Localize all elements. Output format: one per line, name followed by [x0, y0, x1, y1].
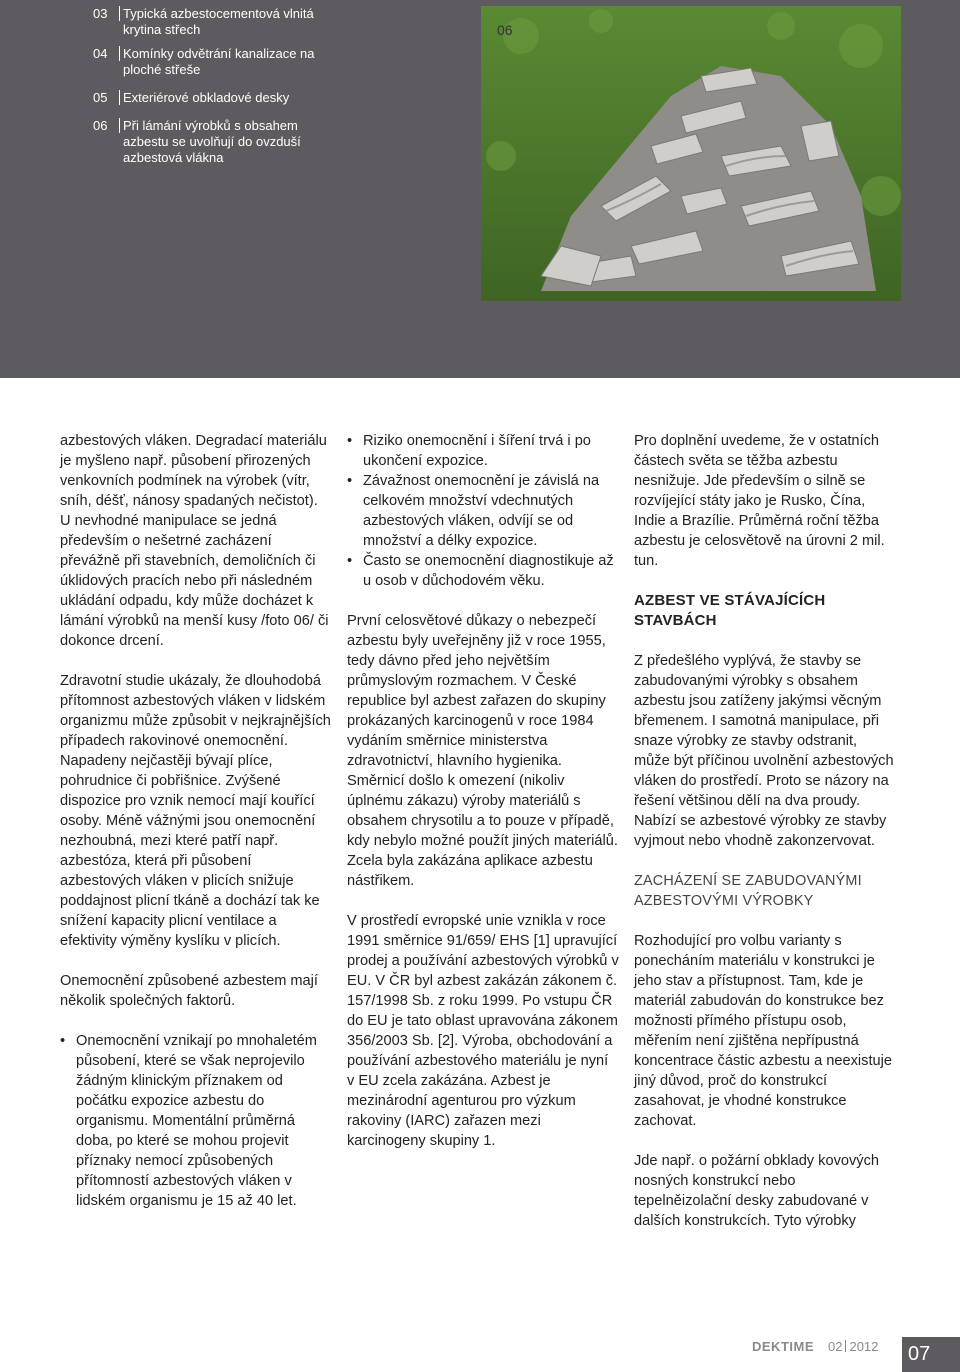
- text-column-3: [634, 431, 894, 1251]
- bullet-list: [347, 431, 619, 591]
- text-column-2: [347, 431, 619, 1171]
- paragraph: Rozhodující pro volbu varianty s ponecháním materiálu v konstrukci je jeho stav a přístupnost. Tam, kde je materiál zabudován do konstrukce bez možnosti přímého přístupu osob, měřením není zjištěna nepřípustná koncentrace částic azbestu a neexistuje jiný důvod, proč do konstrukcí zasahovat, je vhodné konstrukce zachovat.: [634, 933, 892, 1129]
- caption-04: [93, 46, 343, 78]
- caption-text: Při lámání výrobků s obsahem azbestu se uvolňují do ovzduší azbestová vlákna: [123, 118, 301, 165]
- text-column-1: [60, 431, 332, 1231]
- paragraph: Zdravotní studie ukázaly, že dlouhodobá přítomnost azbestových vláken v lidském organizmu může způsobit v nejkrajnějších případech rakovinové onemocnění. Napadeny nejčastěji bývají plíce, pohrudnice či pobřišnice. Zvýšené dispozice pro vznik nemocí mají kouřící osoby. Méně vážnými jsou onemocnění nezhoubná, mezi které patří např. azbestóza, která při působení azbestových vláken v plicích snižuje poddajnost plicní tkáně a dochází tak ke snížení kapacity plicní ventilace a efektivity výměny kyslíku v plicích.: [60, 673, 331, 949]
- caption-number: 04: [93, 46, 120, 61]
- list-item: • Často se onemocnění diagnostikuje až u osob v důchodovém věku.: [347, 551, 619, 591]
- page-number: 07: [902, 1337, 960, 1372]
- paragraph: Pro doplnění uvedeme, že v ostatních částech světa se těžba azbestu nesnižuje. Jde především o silně se rozvíjející státy jako je Rusko, Čína, Indie a Brazílie. Průměrná roční těžba azbestu je celosvětově na úrovni 2 mil. tun.: [634, 433, 885, 569]
- bullet-list: [60, 1031, 332, 1211]
- paragraph: Jde např. o požární obklady kovových nosných konstrukcí nebo tepelněizolační desky zabudované v dalších konstrukcích. Tyto výrobky: [634, 1153, 879, 1229]
- caption-text: Exteriérové obkladové desky: [123, 90, 290, 105]
- paragraph: V prostředí evropské unie vznikla v roce 1991 směrnice 91/659/ EHS [1] upravující prodej a používání azbestových výrobků v EU. V ČR byl azbest zakázán zákonem č. 157/1998 Sb. z roku 1999. Po vstupu ČR do EU je tato oblast upravována zákonem 356/2003 Sb. [2]. Výroba, obchodování a používání azbestového materiálu je nyní v EU zcela zakázána. Azbest je mezinárodní agenturou pro výzkum rakoviny (IARC) zařazen mezi karcinogeny skupiny 1.: [347, 913, 619, 1149]
- paragraph: azbestových vláken. Degradací materiálu je myšleno např. působení přirozených venkovních podmínek na výrobek (vítr, sníh, déšť, nánosy spadaných nečistot). U nevhodné manipulace se jedná především o nešetrné zacházení převážně při stavebních, demoličních či úklidových pracích nebo při následném ukládání odpadu, kdy může docházet k lámání výrobků na menší kusy /foto 06/ či dokonce drcení.: [60, 433, 329, 649]
- list-item: • Závažnost onemocnění je závislá na celkovém množství vdechnutých azbestových vláken, odvíjí se od množství a délky expozice.: [347, 471, 619, 551]
- caption-number: 05: [93, 90, 120, 105]
- section-heading: AZBEST VE STÁVAJÍCÍCH STAVBÁCH: [634, 592, 826, 629]
- caption-number: 06: [93, 118, 120, 133]
- issue-year: 2012: [849, 1339, 879, 1354]
- caption-text: Komínky odvětrání kanalizace na ploché střeše: [123, 46, 315, 77]
- subsection-heading: ZACHÁZENÍ SE ZABUDOVANÝMI AZBESTOVÝMI VÝROBKY: [634, 873, 862, 909]
- paragraph: Z předešlého vyplývá, že stavby se zabudovanými výrobky s obsahem azbestu jsou zatíženy jakýmsi věcným břemenem. I samotná manipulace, při snaze výrobky ze stavby odstranit, může být příčinou uvolnění azbestových vláken do prostředí. Proto se názory na řešení většinou dělí na dva proudy. Nabízí se azbestové výrobky ze stavby vyjmout nebo vhodně zakonzervovat.: [634, 653, 894, 849]
- footer-issue: [828, 1339, 878, 1354]
- list-item: • Onemocnění vznikají po mnohaletém působení, které se však neprojevilo žádným klinickým příznakem od počátku expozice azbestu do organismu. Momentální průměrná doba, po které se mohou projevit příznaky nemocí způsobených přítomností azbestových vláken v lidském organismu je 15 až 40 let.: [60, 1031, 332, 1211]
- caption-06: [93, 118, 343, 166]
- issue-number: 02: [828, 1339, 843, 1354]
- caption-number: 03: [93, 6, 120, 21]
- caption-03: [93, 6, 343, 38]
- photo-number: 06: [497, 22, 513, 38]
- caption-text: Typická azbestocementová vlnitá krytina střech: [123, 6, 314, 37]
- caption-05: [93, 90, 343, 106]
- asbestos-fragments-photo: [481, 6, 901, 301]
- paragraph: Onemocnění způsobené azbestem mají několik společných faktorů.: [60, 973, 318, 1009]
- list-item: • Riziko onemocnění i šíření trvá i po ukončení expozice.: [347, 431, 619, 471]
- photo-illustration: [481, 6, 901, 301]
- paragraph: První celosvětové důkazy o nebezpečí azbestu byly uveřejněny již v roce 1955, tedy dávno před jeho největším průmyslovým rozmachem. V České republice byl azbest zařazen do skupiny prokázaných karcinogenů v roce 1984 vydáním směrnice ministerstva zdravotnictví, hlavního hygienika. Směrnicí došlo k omezení (nikoliv úplnému zákazu) výroby materiálů s obsahem chrysotilu a to pouze v případě, kdy nebylo možné použít jiných materiálů. Zcela byla zakázána aplikace azbestu nástřikem.: [347, 613, 618, 889]
- footer-brand: DEKTIME: [752, 1339, 814, 1354]
